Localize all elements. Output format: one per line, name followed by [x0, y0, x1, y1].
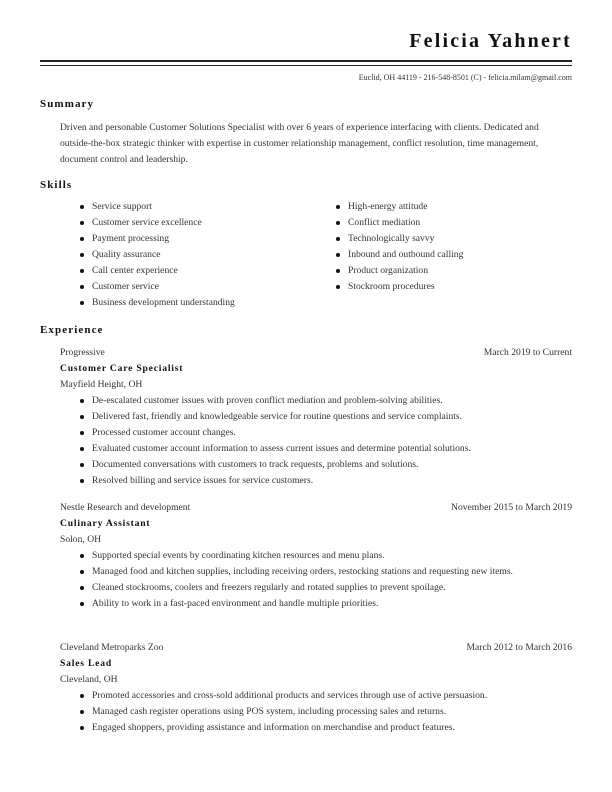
summary-heading: Summary	[40, 98, 95, 110]
header-rule-thin	[40, 65, 572, 66]
job-entry	[60, 500, 572, 612]
job-header	[60, 345, 572, 361]
job-bullet: Cleaned stockrooms, coolers and freezers regularly and rotated supplies to prevent spoilage.	[60, 580, 560, 596]
job-location: Solon, OH	[60, 534, 102, 545]
job-bullet: Resolved billing and service issues for service customers.	[60, 473, 560, 489]
skill-item: Call center experience	[60, 263, 310, 279]
job-location: Mayfield Height, OH	[60, 379, 143, 390]
job-bullet: Engaged shoppers, providing assistance and information on merchandise and product features.	[60, 720, 560, 736]
job-bullets	[60, 548, 560, 612]
contact-info: Euclid, OH 44119 - 216-548-8501 (C) - felicia.milam@gmail.com	[358, 73, 572, 82]
skill-item: Technologically savvy	[316, 231, 566, 247]
job-bullet: Delivered fast, friendly and knowledgeable service for routine questions and service complaints.	[60, 409, 560, 425]
job-bullet: Promoted accessories and cross-sold additional products and services through use of active persuasion.	[60, 688, 560, 704]
job-bullets	[60, 393, 560, 489]
job-dates: November 2015 to March 2019	[451, 502, 572, 513]
job-title: Sales Lead	[60, 658, 112, 669]
skill-item: Customer service	[60, 279, 310, 295]
job-entry	[60, 345, 572, 489]
job-bullet: Managed cash register operations using POS system, including processing sales and returns.	[60, 704, 560, 720]
job-bullet: Processed customer account changes.	[60, 425, 560, 441]
job-bullet: Documented conversations with customers to track requests, problems and solutions.	[60, 457, 560, 473]
skill-item: Product organization	[316, 263, 566, 279]
skill-item: Payment processing	[60, 231, 310, 247]
candidate-name: Felicia Yahnert	[409, 30, 572, 52]
job-title: Customer Care Specialist	[60, 363, 184, 374]
job-bullet: Ability to work in a fast-paced environment and handle multiple priorities.	[60, 596, 560, 612]
skills-list-left	[60, 199, 310, 311]
job-header	[60, 500, 572, 516]
skill-item: Business development understanding	[60, 295, 310, 311]
skill-item: Conflict mediation	[316, 215, 566, 231]
experience-heading: Experience	[40, 324, 104, 336]
skill-item: Inbound and outbound calling	[316, 247, 566, 263]
job-dates: March 2012 to March 2016	[466, 642, 572, 653]
job-company: Cleveland Metroparks Zoo	[60, 642, 164, 653]
skill-item: Customer service excellence	[60, 215, 310, 231]
summary-text: Driven and personable Customer Solutions Specialist with over 6 years of experience interfacing with clients. Dedicated and outside-the-box strategic thinker with expertise in customer relationship management, conflict resolution, time management, document control and leadership.	[60, 122, 539, 165]
header-rule-thick	[40, 60, 572, 62]
job-company: Nestle Research and development	[60, 502, 191, 513]
skill-item: Quality assurance	[60, 247, 310, 263]
job-location: Cleveland, OH	[60, 674, 118, 685]
skill-item: Stockroom procedures	[316, 279, 566, 295]
job-bullets	[60, 688, 560, 736]
job-dates: March 2019 to Current	[483, 347, 572, 358]
skill-item: High-energy attitude	[316, 199, 566, 215]
job-title: Culinary Assistant	[60, 518, 151, 529]
skills-heading: Skills	[40, 179, 73, 191]
job-entry	[60, 640, 572, 736]
job-bullet: Supported special events by coordinating kitchen resources and menu plans.	[60, 548, 560, 564]
job-bullet: Managed food and kitchen supplies, including receiving orders, restocking stations and requesting new items.	[60, 564, 560, 580]
job-company: Progressive	[60, 347, 105, 358]
job-bullet: Evaluated customer account information to assess current issues and determine potential solutions.	[60, 441, 560, 457]
job-header	[60, 640, 572, 656]
skills-list-right	[316, 199, 566, 295]
job-bullet: De-escalated customer issues with proven conflict mediation and problem-solving abilities.	[60, 393, 560, 409]
skill-item: Service support	[60, 199, 310, 215]
